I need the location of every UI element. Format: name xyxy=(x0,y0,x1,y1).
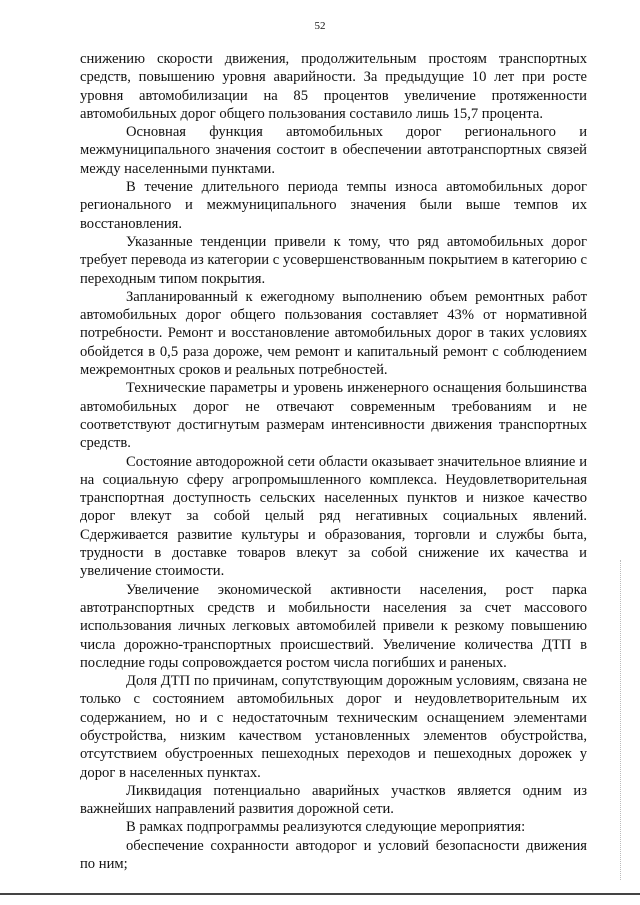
paragraph: снижению скорости движения, продолжительным простоям транспортных средств, повышению уровня аварийности. За предыдущие 10 лет при росте уровня автомобилизации на 85 процентов увеличение протяженности автомобильных дорог общего пользования составило лишь 15,7 процента. xyxy=(80,51,587,122)
paragraph: Доля ДТП по причинам, сопутствующим дорожным условиям, связана не только с состоянием автомобильных дорог и неудовлетворительным их содержанием, но и с недостаточным техническим оснащением элементами обустройства, низким качеством установленных элементов обустройства, отсутствием обустроенных пешеходных переходов и пешеходных дорожек у дорог в населенных пунктах. xyxy=(80,673,587,781)
paragraph: В рамках подпрограммы реализуются следующие мероприятия: xyxy=(126,819,526,836)
paragraph: Технические параметры и уровень инженерного оснащения большинства автомобильных дорог не отвечают современным требованиям и не соответствуют достигнутым размерам интенсивности движения транспортных средств. xyxy=(80,380,587,452)
paragraph: Увеличение экономической активности населения, рост парка автотранспортных средств и мобильности населения за счет массового использования личных легковых автомобилей привели к резкому повышению числа дорожно-транспортных происшествий. Увеличение количества ДТП в последние годы сопровождается ростом числа погибших и раненых. xyxy=(80,581,587,671)
paragraph: Ликвидация потенциально аварийных участков является одним из важнейших направлений развития дорожной сети. xyxy=(80,782,587,818)
scan-edge-artifact xyxy=(620,560,622,880)
page-number: 52 xyxy=(314,20,326,32)
bottom-rule xyxy=(0,893,640,895)
paragraph: обеспечение сохранности автодорог и условий безопасности движения по ним; xyxy=(80,837,587,873)
paragraph: В течение длительного периода темпы износа автомобильных дорог регионального и межмуниципального значения были выше темпов их восстановления. xyxy=(80,179,587,232)
paragraph: Состояние автодорожной сети области оказывает значительное влияние и на социальную сферу агропромышленного комплекса. Неудовлетворительная транспортная доступность сельских населенных пунктов и низкое качество дорог влекут за собой целый ряд негативных социальных явлений. Сдерживается развитие культуры и образования, торговли и службы быта, трудности в доставке товаров влекут за собой снижение их качества и увеличение стоимости. xyxy=(80,453,587,580)
paragraph: Указанные тенденции привели к тому, что ряд автомобильных дорог требует перевода из категории с усовершенствованным покрытием в категорию с переходным типом покрытия. xyxy=(80,233,587,287)
paragraph: Запланированный к ежегодному выполнению объем ремонтных работ автомобильных дорог общего пользования составляет 43% от нормативной потребности. Ремонт и восстановление автомобильных дорог в таких условиях обойдется в 0,5 раза дороже, чем ремонт и капитальный ремонт с соблюдением межремонтных сроков и реальных потребностей. xyxy=(80,288,587,379)
paragraph: Основная функция автомобильных дорог регионального и межмуниципального значения состоит в обеспечении автотранспортных связей между населенными пунктами. xyxy=(80,124,587,177)
body-text xyxy=(80,50,587,873)
